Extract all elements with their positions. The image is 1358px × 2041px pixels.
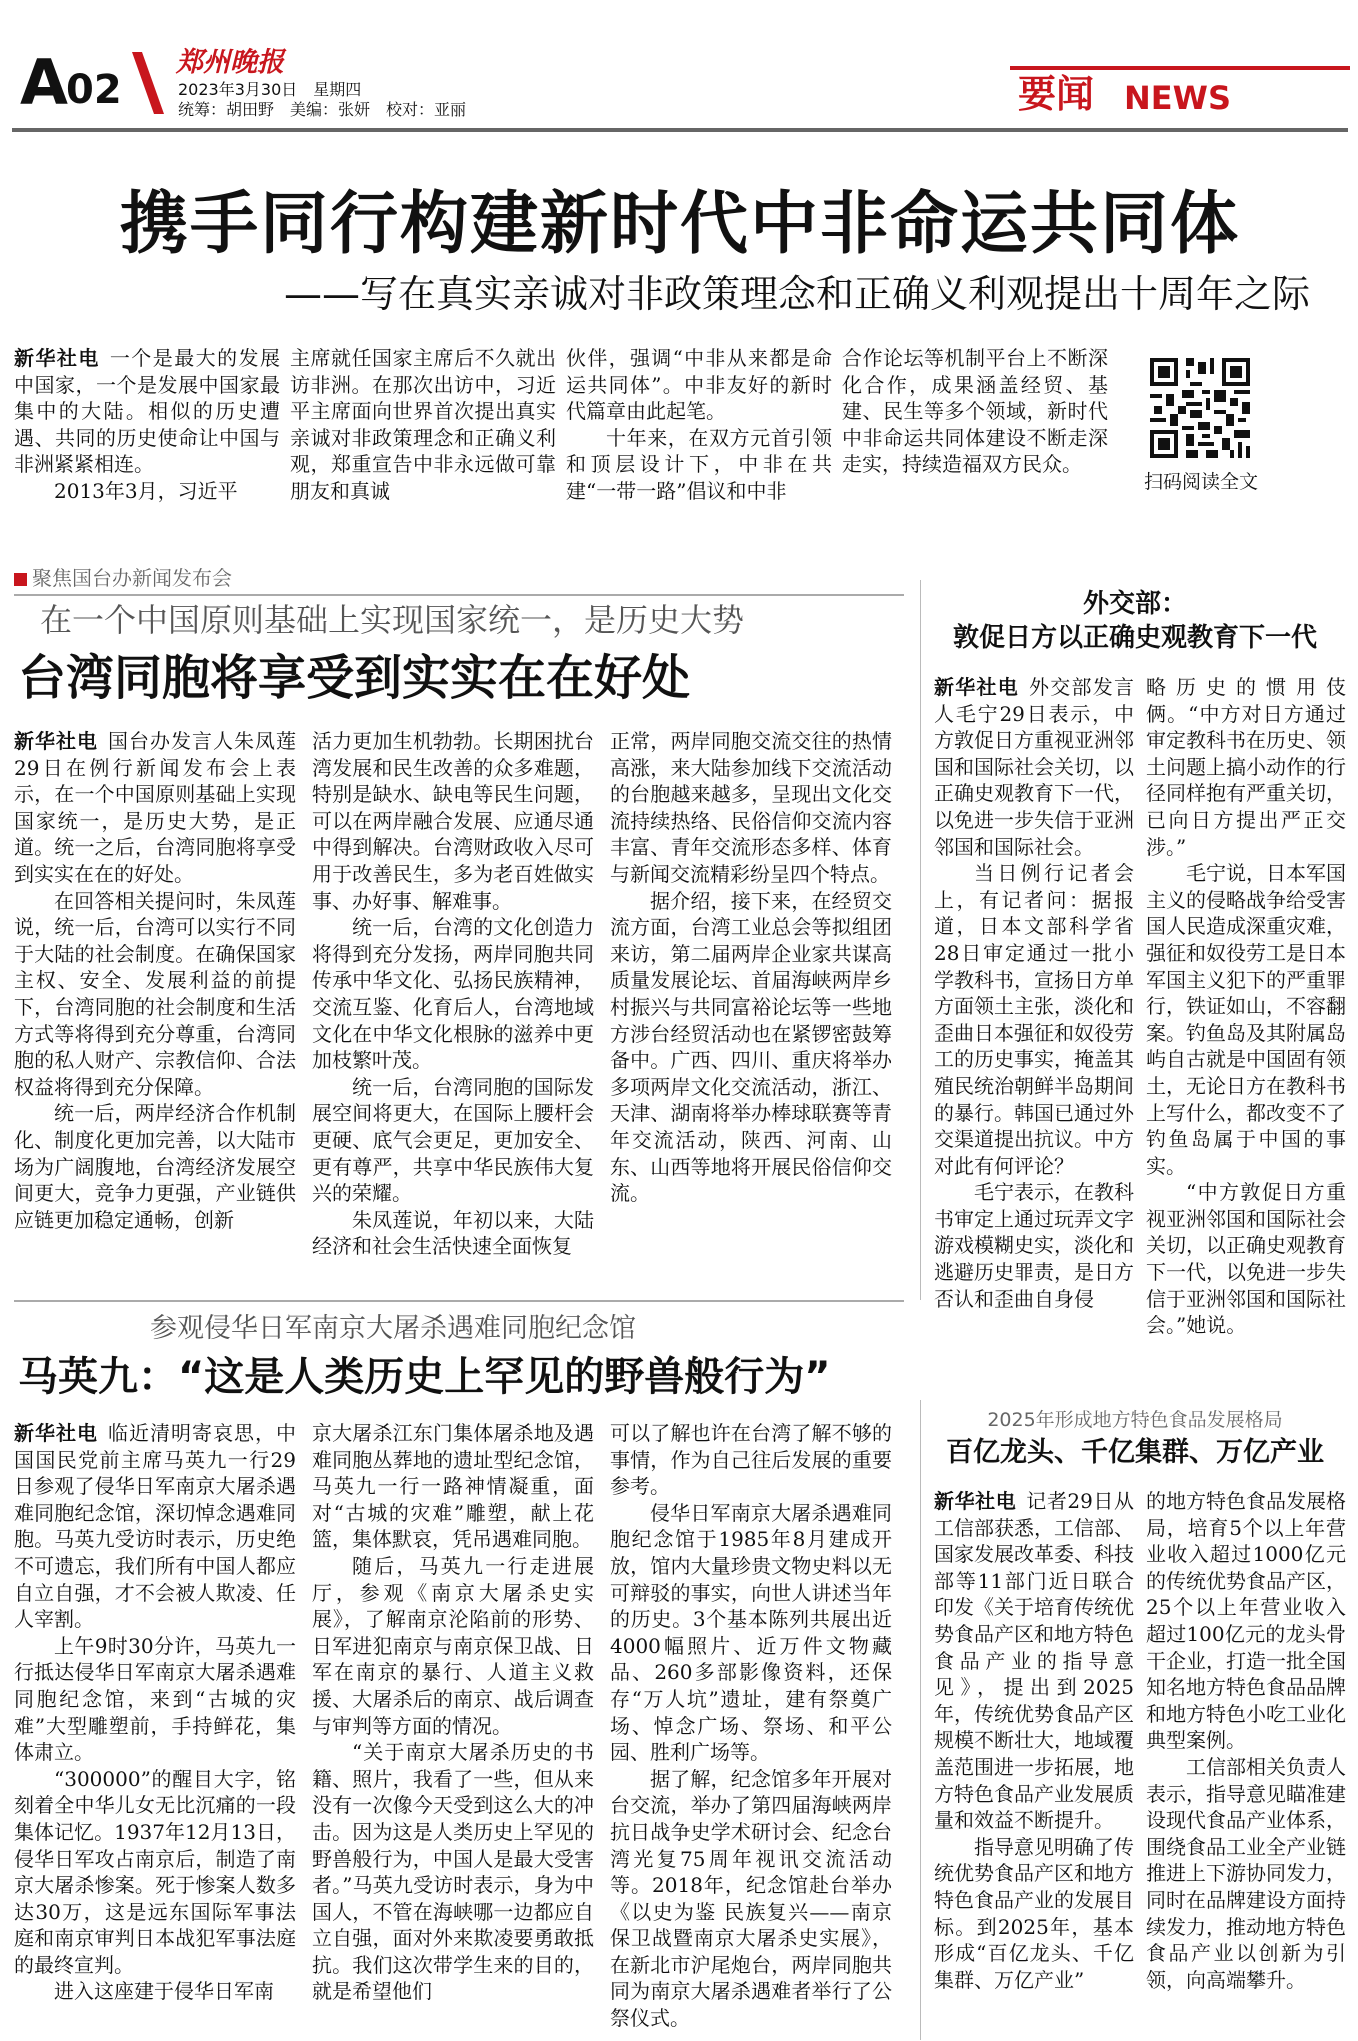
taiwan-col-2 [312,728,594,1260]
food-col-2-p1: 的地方特色食品发展格局，培育5个以上年营业收入超过1000亿元的传统优势食品产区，25个以上年营业收入超过100亿元的龙头骨干企业，打造一批全国知名地方特色食品品牌和地方特色小吃工业化典型案例。 [1146,1489,1346,1753]
taiwan-col-1-p2: 在回答相关提问时，朱凤莲说，统一后，台湾可以实行不同于大陆的社会制度。在确保国家主权、安全、发展利益的前提下，台湾同胞的社会制度和生活方式等将得到充分尊重，台湾同胞的私人财产、宗教信仰、合法权益将得到充分保障。 [14,888,296,1099]
ma-headline: 马英九：“这是人类历史上罕见的野兽般行为” [18,1354,831,1400]
food-story [920,1400,1358,2041]
mofa-headline-2: 敦促日方以正确史观教育下一代 [952,623,1317,653]
taiwan-dateline: 新华社电 [14,729,98,753]
section-rule [14,1300,904,1302]
lead-dateline: 新华社电 [14,346,100,370]
taiwan-subhead: 在一个中国原则基础上实现国家统一，是历史大势 [40,601,745,639]
ma-col-2-p3: “关于南京大屠杀历史的书籍、照片，我看了一些，但从来没有一次像今天受到这么大的冲击。因为这是人类历史上罕见的野兽般行为，中国人是最大受害者。”马英九受访时表示，身为中国人，不管在海峡哪一边都应自立自强，面对外来欺凌要勇敢抵抗。我们这次带学生来的目的，就是希望他们 [312,1740,594,2004]
food-col-1-p2: 指导意见明确了传统优势食品产区和地方特色食品产业的发展目标。到2025年，基本形成“百亿龙头、千亿集群、万亿产业” [934,1834,1134,1992]
taiwan-col-1 [14,728,296,1233]
taiwan-col-2-p3: 统一后，台湾同胞的国际发展空间将更大，在国际上腰杆会更硬、底气会更足，更加安全、更有尊严，共享中华民族伟大复兴的荣耀。 [312,1074,594,1206]
ma-subhead: 参观侵华日军南京大屠杀遇难同胞纪念馆 [150,1313,636,1344]
column-divider [920,580,921,1300]
mofa-col-2-p1: 略历史的惯用伎俩。“中方对日方通过审定教科书在历史、领土问题上搞小动作的行径同样抱有严重关切，已向日方提出严正交涉。” [1146,675,1346,859]
mofa-col-1-p2: 当日例行记者会上，有记者问：据报道，日本文部科学省28日审定通过一批小学教科书，宣扬日方单方面领土主张，淡化和歪曲日本强征和奴役劳工的历史事实，掩盖其殖民统治朝鲜半岛期间的暴行。韩国已通过外交渠道提出抗议。中方对此有何评论？ [934,861,1134,1178]
taiwan-col-3-p2: 据介绍，接下来，在经贸交流方面，台湾工业总会等拟组团来访，第二届两岸企业家共谋高质量发展论坛、首届海峡两岸乡村振兴与共同富裕论坛等一些地方涉台经贸活动也在紧锣密鼓筹备中。广西、四川、重庆将举办多项两岸文化交流活动，浙江、天津、湖南将举办棒球联赛等青年交流活动，陕西、河南、山东、山西等地将开展民俗信仰交流。 [610,888,892,1206]
food-col-1-p1: 新华社电 记者29日从工信部获悉，工信部、国家发展改革委、科技部等11部门近日联合印发《关于培育传统优势食品产区和地方特色食品产业的指导意见》，提出到2025年，传统优势食品产区规模不断壮大，地域覆盖范围进一步拓展，地方特色食品产业发展质量和效益不断提升。 [934,1489,1135,1833]
lead-col-1 [14,345,280,505]
ma-col-2-p1: 京大屠杀江东门集体屠杀地及遇难同胞丛葬地的遗址型纪念馆，马英九一行一路神情凝重，面对“古城的灾难”雕塑，献上花篮，集体默哀，凭吊遇难同胞。 [312,1421,594,1552]
taiwan-kicker: 聚焦国台办新闻发布会 [32,566,232,590]
masthead [0,0,1358,135]
staff-credits: 统筹：胡田野 美编：张妍 校对：亚丽 [178,100,467,119]
issue-date: 2023年3月30日 星期四 [178,80,362,99]
section-title-cn: 要闻 [1018,72,1095,116]
food-col-2 [1146,1488,1346,1993]
ma-col-1-p3: “300000”的醒目大字，铭刻着全中华儿女无比沉痛的一段集体记忆。1937年12月13日，侵华日军攻占南京后，制造了南京大屠杀惨案。死于惨案人数多达30万，这是远东国际军事法庭和南京审判日本战犯军事法庭的最终宣判。 [14,1766,296,1977]
ma-col-1-p2: 上午9时30分许，马英九一行抵达侵华日军南京大屠杀遇难同胞纪念馆，来到“古城的灾难”大型雕塑前，手持鲜花，集体肃立。 [14,1633,296,1765]
food-headline: 百亿龙头、千亿集群、万亿产业 [946,1437,1324,1468]
lead-col-3-p2: 十年来，在双方元首引领和顶层设计下，中非在共建“一带一路”倡议和中非 [566,425,832,503]
ma-story [0,1300,915,2041]
lead-subhead: ——写在真实亲诚对非政策理念和正确义利观提出十周年之际 [283,272,1310,316]
mofa-col-2-p2: 毛宁说，日本军国主义的侵略战争给受害国人民造成深重灾难，强征和奴役劳工是日本军国主义犯下的严重罪行，铁证如山，不容翻案。钓鱼岛及其附属岛屿自古就是中国固有领土，无论日方在教科书上写什么，都改变不了钓鱼岛属于中国的事实。 [1146,861,1346,1178]
kicker-square [14,573,27,586]
ma-col-2 [312,1420,594,2005]
taiwan-col-3 [610,728,892,1207]
ma-col-1-p4: 进入这座建于侵华日军南 [54,1979,274,2004]
mofa-headline-1: 外交部： [1082,589,1187,619]
lead-col-1-p1: 新华社电 一个是最大的发展中国家，一个是发展中国家最集中的大陆。相似的历史遭遇、共同的历史使命让中国与非洲紧紧相连。 [14,346,281,477]
qr-code-image[interactable] [1150,358,1250,458]
lead-col-2-p1: 主席就任国家主席后不久就出访非洲。在那次出访中，习近平主席面向世界首次提出真实亲诚对非政策理念和正确义利观，郑重宣告中非永远做可靠朋友和真诚 [290,346,556,503]
taiwan-col-2-p4: 朱凤莲说，年初以来，大陆经济和社会生活快速全面恢复 [312,1207,594,1259]
ma-col-3-p2: 侵华日军南京大屠杀遇难同胞纪念馆于1985年8月建成开放，馆内大量珍贵文物史料以无可辩驳的事实，向世人讲述当年的历史。3个基本陈列共展出近4000幅照片、近万件文物藏品、260多部影像资料，还保存“万人坑”遗址，建有祭奠广场、悼念广场、祭场、和平公园、胜利广场等。 [610,1500,892,1765]
mofa-col-2 [1146,674,1346,1339]
mofa-story [920,580,1358,1338]
lead-col-3-p1: 伙伴，强调“中非从来都是命运共同体”。中非友好的新时代篇章由此起笔。 [566,346,832,424]
ma-dateline: 新华社电 [14,1421,98,1445]
mofa-col-1-p1: 新华社电 外交部发言人毛宁29日表示，中方敦促日方重视亚洲邻国和国际社会关切，以正确史观教育下一代，以免进一步失信于亚洲邻国和国际社会。 [934,675,1134,859]
section-title-en: NEWS [1124,79,1231,117]
qr-caption: 扫码阅读全文 [1143,471,1258,493]
page-letter: A [20,46,68,119]
lead-col-2 [290,345,556,505]
ma-col-3 [610,1420,892,2032]
masthead-rule [12,128,1348,132]
lead-col-1-p2: 2013年3月，习近平 [54,478,238,503]
lead-headline: 携手同行构建新时代中非命运共同体 [119,185,1240,264]
red-slash-mark [128,50,168,116]
taiwan-col-1-p1: 新华社电 国台办发言人朱凤莲29日在例行新闻发布会上表示，在一个中国原则基础上实现国家统一，是历史大势，是正道。统一之后，台湾同胞将享受到实实在在的好处。 [14,729,296,886]
ma-col-1-p1: 新华社电 临近清明寄哀思，中国国民党前主席马英九一行29日参观了侵华日军南京大屠杀遇难同胞纪念馆，深切悼念遇难同胞。马英九受访时表示，历史绝不可遗忘，我们所有中国人都应自立自强，才不会被人欺凌、任人宰割。 [14,1421,296,1632]
ma-col-3-p3: 据了解，纪念馆多年开展对台交流，举办了第四届海峡两岸抗日战争史学术研讨会、纪念台湾光复75周年视讯交流活动等。2018年，纪念馆赴台举办《以史为鉴 民族复兴——南京保卫战暨南京大屠杀史实展》，在新北市沪尾炮台，两岸同胞共同为南京大屠杀遇难者举行了公祭仪式。 [610,1766,892,2031]
lead-col-3 [566,345,832,505]
lead-col-4-p1: 合作论坛等机制平台上不断深化合作，成果涵盖经贸、基建、民生等多个领域，新时代中非命运共同体建设不断走深走实，持续造福双方民众。 [842,346,1108,477]
mofa-col-1 [934,674,1134,1312]
taiwan-headline: 台湾同胞将享受到实实在在好处 [18,650,691,706]
ma-col-2-p2: 随后，马英九一行走进展厅，参观《南京大屠杀史实展》，了解南京沦陷前的形势、日军进犯南京与南京保卫战、日军在南京的暴行、人道主义救援、大屠杀后的南京、战后调查与审判等方面的情况。 [312,1553,594,1738]
mofa-col-2-p3: “中方敦促日方重视亚洲邻国和国际社会关切，以正确史观教育下一代，以免进一步失信于亚洲邻国和国际社会。”她说。 [1146,1180,1346,1338]
taiwan-col-3-p1: 正常，两岸同胞交流交往的热情高涨，来大陆参加线下交流活动的台胞越来越多，呈现出文化交流持续热络、民俗信仰交流内容丰富、青年交流形态多样、体育与新闻交流精彩纷呈四个特点。 [610,729,892,886]
column-divider-lower [920,1400,921,2040]
paper-name: 郑州晚报 [176,47,284,78]
food-col-2-p2: 工信部相关负责人表示，指导意见瞄准建设现代食品产业体系，围绕食品工业全产业链推进上下游协同发力，同时在品牌建设方面持续发力，推动地方特色食品产业以创新为引领，向高端攀升。 [1146,1754,1346,1992]
taiwan-col-1-p3: 统一后，两岸经济合作机制化、制度化更加完善，以大陆市场为广阔腹地，台湾经济发展空间更大，竞争力更强，产业链供应链更加稳定通畅，创新 [14,1101,296,1232]
page-number: 02 [66,67,122,113]
mofa-col-1-p3: 毛宁表示，在教科书审定上通过玩弄文字游戏模糊史实，淡化和逃避历史罪责，是日方否认和歪曲自身侵 [934,1180,1134,1311]
taiwan-col-2-p2: 统一后，台湾的文化创造力将得到充分发扬，两岸同胞共同传承中华文化、弘扬民族精神，交流互鉴、化育后人，台湾地域文化在中华文化根脉的滋养中更加枝繁叶茂。 [312,915,594,1073]
ma-col-1 [14,1420,296,2005]
food-dateline: 新华社电 [934,1489,1017,1513]
ma-col-3-p1: 可以了解也许在台湾了解不够的事情，作为自己往后发展的重要参考。 [610,1421,892,1499]
food-col-1 [934,1488,1134,1993]
lead-col-4 [842,345,1108,478]
lead-story [0,140,1358,540]
mofa-dateline: 新华社电 [934,675,1019,699]
taiwan-col-2-p1: 活力更加生机勃勃。长期困扰台湾发展和民生改善的众多难题，特别是缺水、缺电等民生问题，可以在两岸融合发展、应通尽通中得到解决。台湾财政收入尽可用于改善民生，多为老百姓做实事、办好事、解难事。 [312,729,594,913]
food-kicker: 2025年形成地方特色食品发展格局 [987,1409,1283,1431]
taiwan-story [0,560,915,1260]
kicker-rule [14,594,904,596]
